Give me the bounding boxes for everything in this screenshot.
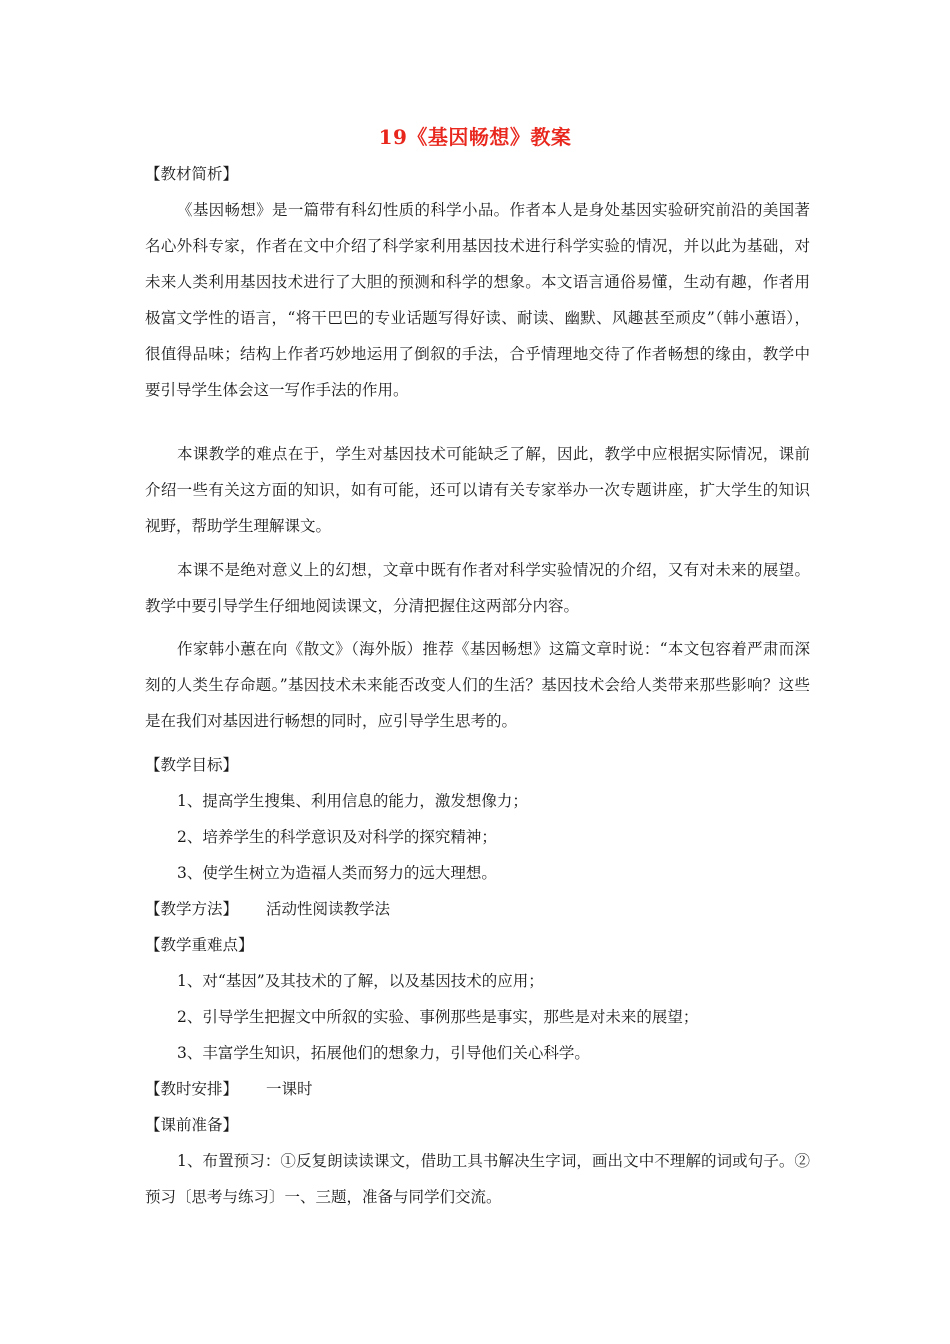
document-title: 19《基因畅想》教案 <box>378 125 572 149</box>
analysis-paragraph-4: 作家韩小蕙在向《散文》（海外版）推荐《基因畅想》这篇文章时说：“本文包容着严肃而深刻的人类生存命题。”基因技术未来能否改变人们的生活？基因技术会给人类带来那些影响？这些是在我们对基因进行畅想的同时，应引导学生思考的。 <box>145 640 810 730</box>
section-heading-key-points: 【教学重难点】 <box>145 936 254 954</box>
section-key-points <box>145 927 810 1071</box>
section-heading-goals: 【教学目标】 <box>145 756 239 774</box>
analysis-paragraph-1-block <box>145 192 810 408</box>
section-heading-method: 【教学方法】 <box>145 900 239 918</box>
section-heading-preparation: 【课前准备】 <box>145 1116 239 1134</box>
section-analysis <box>145 156 810 192</box>
section-schedule <box>145 1071 810 1107</box>
section-preparation <box>145 1107 810 1215</box>
analysis-paragraph-4-block <box>145 631 810 739</box>
analysis-paragraph-2-block <box>145 436 810 544</box>
key-point-item-1: 1、对“基因”及其技术的了解，以及基因技术的应用； <box>177 972 544 990</box>
section-method <box>145 891 810 927</box>
analysis-paragraph-2: 本课教学的难点在于，学生对基因技术可能缺乏了解，因此，教学中应根据实际情况，课前介绍一些有关这方面的知识，如有可能，还可以请有关专家举办一次专题讲座，扩大学生的知识视野，帮助学生理解课文。 <box>145 445 810 535</box>
goal-item-1: 1、提高学生搜集、利用信息的能力，激发想像力； <box>177 792 528 810</box>
goal-item-2: 2、培养学生的科学意识及对科学的探究精神； <box>177 828 497 846</box>
key-point-item-2: 2、引导学生把握文中所叙的实验、事例那些是事实，那些是对未来的展望； <box>177 1008 699 1026</box>
schedule-value: 一课时 <box>266 1080 313 1098</box>
analysis-paragraph-1: 《基因畅想》是一篇带有科幻性质的科学小品。作者本人是身处基因实验研究前沿的美国著名心外科专家，作者在文中介绍了科学家利用基因技术进行科学实验的情况，并以此为基础，对未来人类利用基因技术进行了大胆的预测和科学的想象。本文语言通俗易懂，生动有趣，作者用极富文学性的语言，“将干巴巴的专业话题写得好读、耐读、幽默、风趣甚至顽皮”（韩小蕙语），很值得品味；结构上作者巧妙地运用了倒叙的手法，合乎情理地交待了作者畅想的缘由，教学中要引导学生体会这一写作手法的作用。 <box>145 201 810 399</box>
goal-item-3: 3、使学生树立为造福人类而努力的远大理想。 <box>177 864 497 882</box>
key-point-item-3: 3、丰富学生知识，拓展他们的想象力，引导他们关心科学。 <box>177 1044 590 1062</box>
analysis-paragraph-3-block <box>145 552 810 624</box>
method-value: 活动性阅读教学法 <box>266 900 391 918</box>
section-goals <box>145 747 810 891</box>
analysis-paragraph-3: 本课不是绝对意义上的幻想，文章中既有作者对科学实验情况的介绍，又有对未来的展望。教学中要引导学生仔细地阅读课文，分清把握住这两部分内容。 <box>145 561 810 615</box>
section-heading-schedule: 【教时安排】 <box>145 1080 239 1098</box>
section-heading-analysis: 【教材简析】 <box>145 165 239 183</box>
preparation-paragraph-1: 1、布置预习：①反复朗读读课文，借助工具书解决生字词，画出文中不理解的词或句子。②预习〔思考与练习〕一、三题，准备与同学们交流。 <box>145 1152 810 1206</box>
